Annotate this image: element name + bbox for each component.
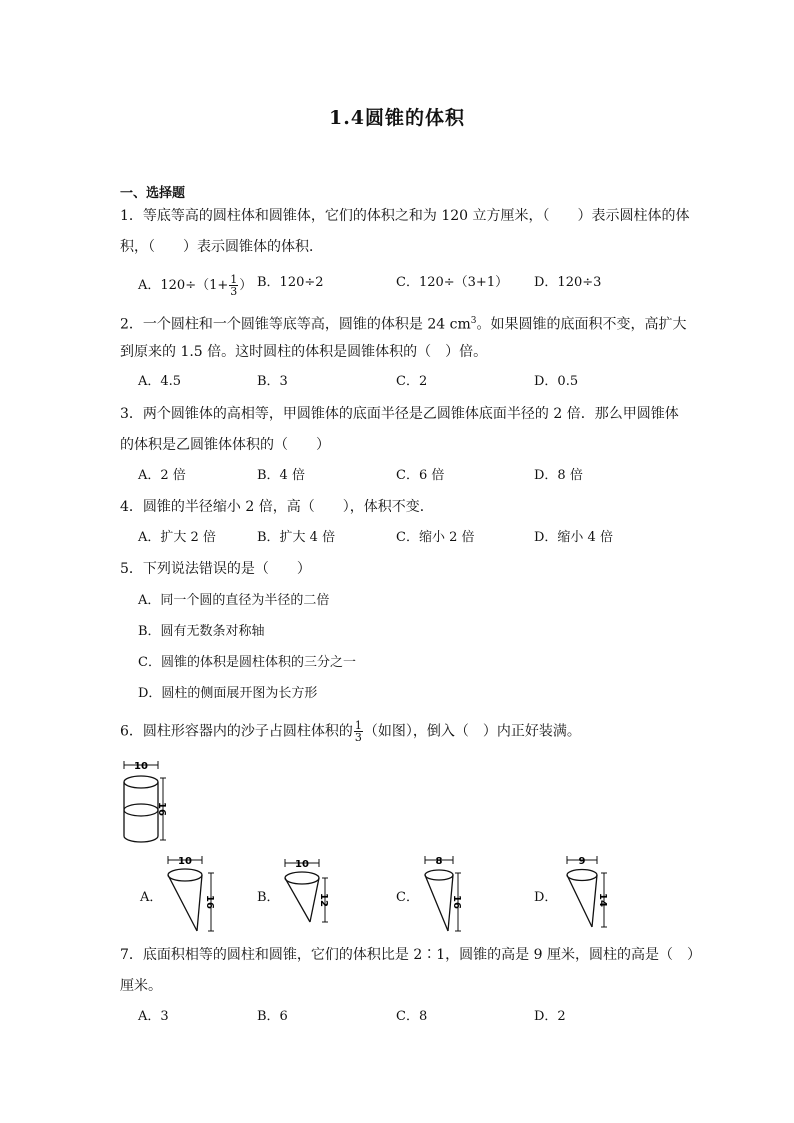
fraction xyxy=(354,720,363,743)
cone-d-diameter-label: 9 xyxy=(578,856,586,867)
question-1-option-b[interactable]: B．120÷2 xyxy=(257,275,324,290)
question-1-option-d[interactable]: D．120÷3 xyxy=(534,275,602,290)
page-title: 1.4圆锥的体积 xyxy=(328,107,466,129)
cone-d-figure xyxy=(563,855,618,940)
cone-b-diameter-label: 10 xyxy=(295,859,309,870)
question-5-option-a[interactable]: A．同一个圆的直径为半径的二倍 xyxy=(138,593,330,608)
cylinder-figure xyxy=(118,760,168,850)
question-5-option-b[interactable]: B．圆有无数条对称轴 xyxy=(138,624,265,639)
question-2-text-b: 。如果圆锥的底面积不变，高扩大 xyxy=(476,316,687,333)
unit-superscript: 3 xyxy=(470,316,477,326)
question-6-option-d[interactable]: D． xyxy=(534,890,558,905)
question-7-line-2: 厘米。 xyxy=(120,978,162,994)
fraction-numerator: 1 xyxy=(354,719,362,732)
question-5-option-c[interactable]: C．圆锥的体积是圆柱体积的三分之一 xyxy=(138,655,356,670)
question-1-option-c[interactable]: C．120÷（3+1） xyxy=(396,275,509,290)
question-2-option-b[interactable]: B．3 xyxy=(257,374,288,389)
question-2-option-c[interactable]: C．2 xyxy=(396,374,428,389)
fraction-numerator: 1 xyxy=(230,273,238,286)
fraction-denominator: 3 xyxy=(230,285,238,298)
question-2-option-a[interactable]: A．4.5 xyxy=(138,374,182,389)
question-6-option-b[interactable]: B． xyxy=(257,890,280,905)
question-5-option-d[interactable]: D．圆柱的侧面展开图为长方形 xyxy=(138,686,318,701)
cylinder-height-label: 16 xyxy=(156,802,167,816)
question-7-option-c[interactable]: C．8 xyxy=(396,1009,428,1024)
cone-c-diameter-label: 8 xyxy=(435,856,443,867)
question-4-line-1: 4．圆锥的半径缩小 2 倍，高（ ），体积不变． xyxy=(120,499,434,515)
question-2-line-2: 到原来的 1.5 倍。这时圆柱的体积是圆锥体积的（ ）倍。 xyxy=(120,344,488,360)
cone-d-height-label: 14 xyxy=(597,893,608,907)
question-4-option-c[interactable]: C．缩小 2 倍 xyxy=(396,530,475,545)
question-6-text-b: （如图），倒入（ ）内正好装满。 xyxy=(363,723,581,740)
question-6-text-a: 6．圆柱形容器内的沙子占圆柱体积的 xyxy=(120,723,353,740)
question-5-line-1: 5．下列说法错误的是（ ） xyxy=(120,561,311,577)
question-3-option-c[interactable]: C．6 倍 xyxy=(396,468,445,483)
cone-a-diameter-label: 10 xyxy=(178,856,192,867)
cone-c-height-label: 16 xyxy=(451,895,462,909)
question-3-line-1: 3．两个圆锥体的高相等，甲圆锥体的底面半径是乙圆锥体底面半径的 2 倍．那么甲圆锥体 xyxy=(120,406,679,422)
question-6-option-a[interactable]: A． xyxy=(140,890,163,905)
question-7-option-a[interactable]: A．3 xyxy=(138,1009,169,1024)
question-1-option-a[interactable] xyxy=(138,274,252,297)
question-3-option-d[interactable]: D．8 倍 xyxy=(534,468,583,483)
question-6-line-1 xyxy=(120,720,581,743)
question-3-option-b[interactable]: B．4 倍 xyxy=(257,468,305,483)
section-heading: 一、选择题 xyxy=(120,186,186,201)
cone-a-figure xyxy=(162,855,222,940)
cone-b-figure xyxy=(279,858,339,933)
question-7-option-d[interactable]: D．2 xyxy=(534,1009,566,1024)
cone-a-height-label: 16 xyxy=(204,895,215,909)
question-2-option-d[interactable]: D．0.5 xyxy=(534,374,579,389)
question-4-option-b[interactable]: B．扩大 4 倍 xyxy=(257,530,336,545)
question-2-text-a: 2．一个圆柱和一个圆锥等底等高，圆锥的体积是 24 cm xyxy=(120,316,471,333)
option-a-prefix: A．120÷（1+ xyxy=(138,278,229,293)
cone-b-height-label: 12 xyxy=(318,893,329,907)
question-4-option-d[interactable]: D．缩小 4 倍 xyxy=(534,530,613,545)
cylinder-diameter-label: 10 xyxy=(134,761,148,772)
question-2-line-1 xyxy=(120,311,686,335)
question-4-option-a[interactable]: A．扩大 2 倍 xyxy=(138,530,216,545)
question-1-line-2: 积，（ ）表示圆锥体的体积． xyxy=(120,239,323,255)
cone-c-figure xyxy=(421,855,471,940)
question-3-line-2: 的体积是乙圆锥体体积的（ ） xyxy=(120,437,330,453)
question-6-option-c[interactable]: C． xyxy=(396,890,419,905)
question-7-line-1: 7．底面积相等的圆柱和圆锥，它们的体积比是 2∶1，圆锥的高是 9 厘米，圆柱的高是（ ） xyxy=(120,947,701,963)
question-7-option-b[interactable]: B．6 xyxy=(257,1009,288,1024)
question-1-line-1: 1．等底等高的圆柱体和圆锥体，它们的体积之和为 120 立方厘米，（ ）表示圆柱体的体 xyxy=(120,208,690,224)
fraction xyxy=(229,274,238,297)
fraction-denominator: 3 xyxy=(354,731,362,744)
question-3-option-a[interactable]: A．2 倍 xyxy=(138,468,186,483)
option-a-suffix: ） xyxy=(239,278,253,293)
